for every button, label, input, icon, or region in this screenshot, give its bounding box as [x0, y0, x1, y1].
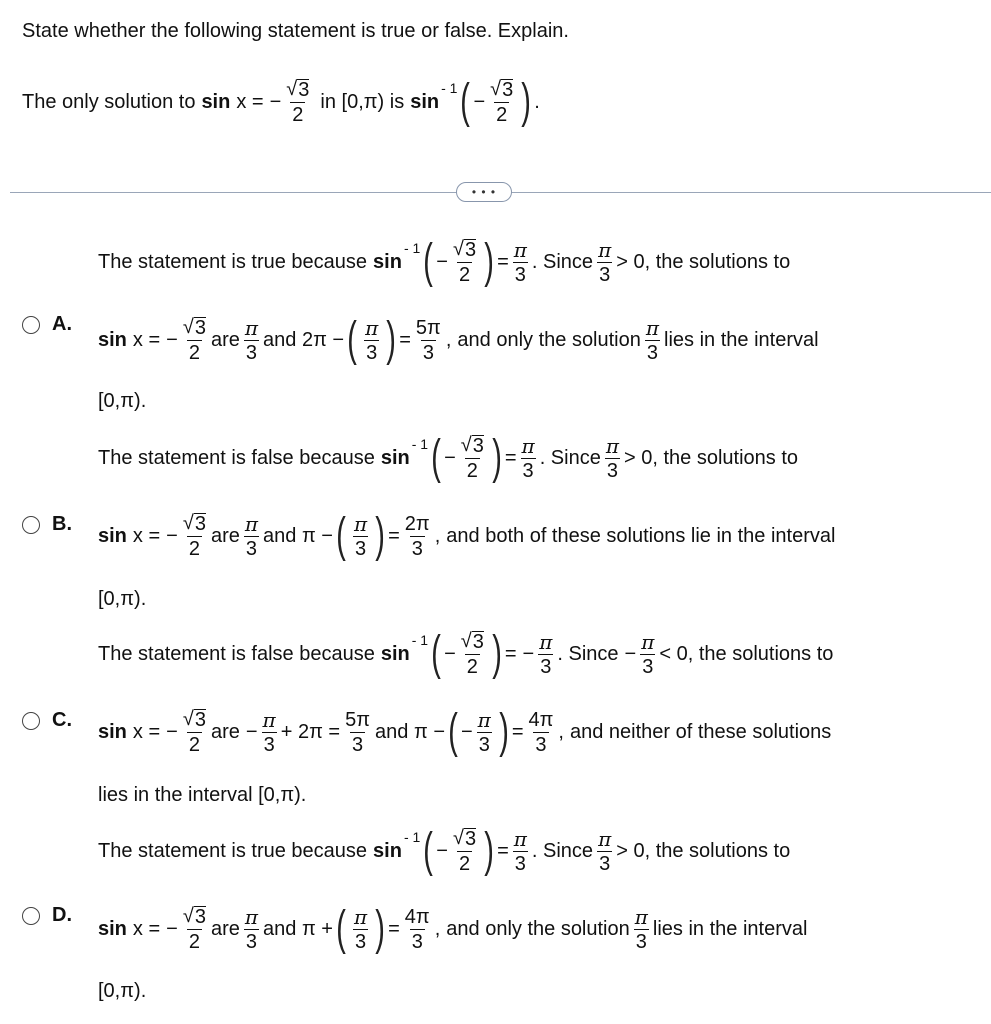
option-b-label: B. — [52, 513, 72, 535]
option-a-label: A. — [52, 313, 72, 335]
option-c-label: C. — [52, 709, 72, 731]
option-b-line2: sin x = − √ 3 2 are $\frac{\pi}{3}$ and π − ( $\frac{\pi}{3}$ ) = $\frac{2\pi}{3}$ , and both of these solutions lie in the interval — [98, 509, 836, 562]
period: . — [534, 90, 540, 113]
option-a-radio[interactable] — [22, 316, 40, 334]
option-a-line2: sin x = − √ 3 2 are $\frac{\pi}{3}$ and 2π − ( $\frac{\pi}{3}$ ) = $\frac{5\pi}{3}$ , and only the solution $\frac{\pi}{3}$ lies in the interval — [98, 313, 819, 366]
x-equals: x = — [236, 90, 264, 113]
more-button[interactable]: • • • — [456, 182, 512, 202]
option-d-line2: sin x = − √ 3 2 are $\frac{\pi}{3}$ and π + ( $\frac{\pi}{3}$ ) = $\frac{4\pi}{3}$ , and only the solution $\frac{\pi}{3}$ lies in the interval — [98, 902, 808, 955]
interval-text: in [0,π) is — [320, 90, 405, 113]
option-a-line1: The statement is true because sin - 1 ( − √ 3 2 ) = $\frac{\pi}{3}$ . Since $\frac{\pi}{3}$ > 0, the solutions to — [98, 235, 791, 288]
option-b-radio[interactable] — [22, 516, 40, 534]
paren-group: ( − √ 3 2 ) — [460, 75, 532, 128]
option-c-line3: lies in the interval [0,π). — [98, 784, 307, 806]
question-statement — [22, 75, 540, 128]
statement-text: The only solution to — [22, 90, 196, 113]
option-c-line1: The statement is false because sin - 1 ( − √ 3 2 ) = − $\frac{\pi}{3}$ . Since − $\frac{\pi}{3}$ < 0, the solutions to — [98, 627, 834, 680]
option-d-line1: The statement is true because sin - 1 ( − √ 3 2 ) = $\frac{\pi}{3}$ . Since $\frac{\pi}{3}$ > 0, the solutions to — [98, 824, 791, 877]
option-a-line3: [0,π). — [98, 390, 147, 412]
option-b-line1: The statement is false because sin - 1 ( − √ 3 2 ) = $\frac{\pi}{3}$ . Since $\frac{\pi}{3}$ > 0, the solutions to — [98, 431, 799, 484]
minus-sign: − — [269, 90, 282, 113]
option-d-label: D. — [52, 904, 72, 926]
option-d-radio[interactable] — [22, 907, 40, 925]
inverse-exponent: - 1 — [441, 80, 458, 96]
sin-label: sin — [201, 90, 231, 113]
sin-label: sin — [410, 90, 440, 113]
option-c-line2: sin x = − √ 3 2 are − $\frac{\pi}{3}$ + 2π = $\frac{5\pi}{3}$ and π − ( − $\frac{\pi}{3}$ ) = $\frac{4\pi}{3}$ , and neither of these solutions — [98, 705, 832, 758]
question-instruction: State whether the following statement is true or false. Explain. — [22, 20, 569, 42]
fraction: √ 3 2 — [286, 78, 310, 126]
option-c-radio[interactable] — [22, 712, 40, 730]
option-b-line3: [0,π). — [98, 588, 147, 610]
option-d-line3: [0,π). — [98, 980, 147, 1002]
